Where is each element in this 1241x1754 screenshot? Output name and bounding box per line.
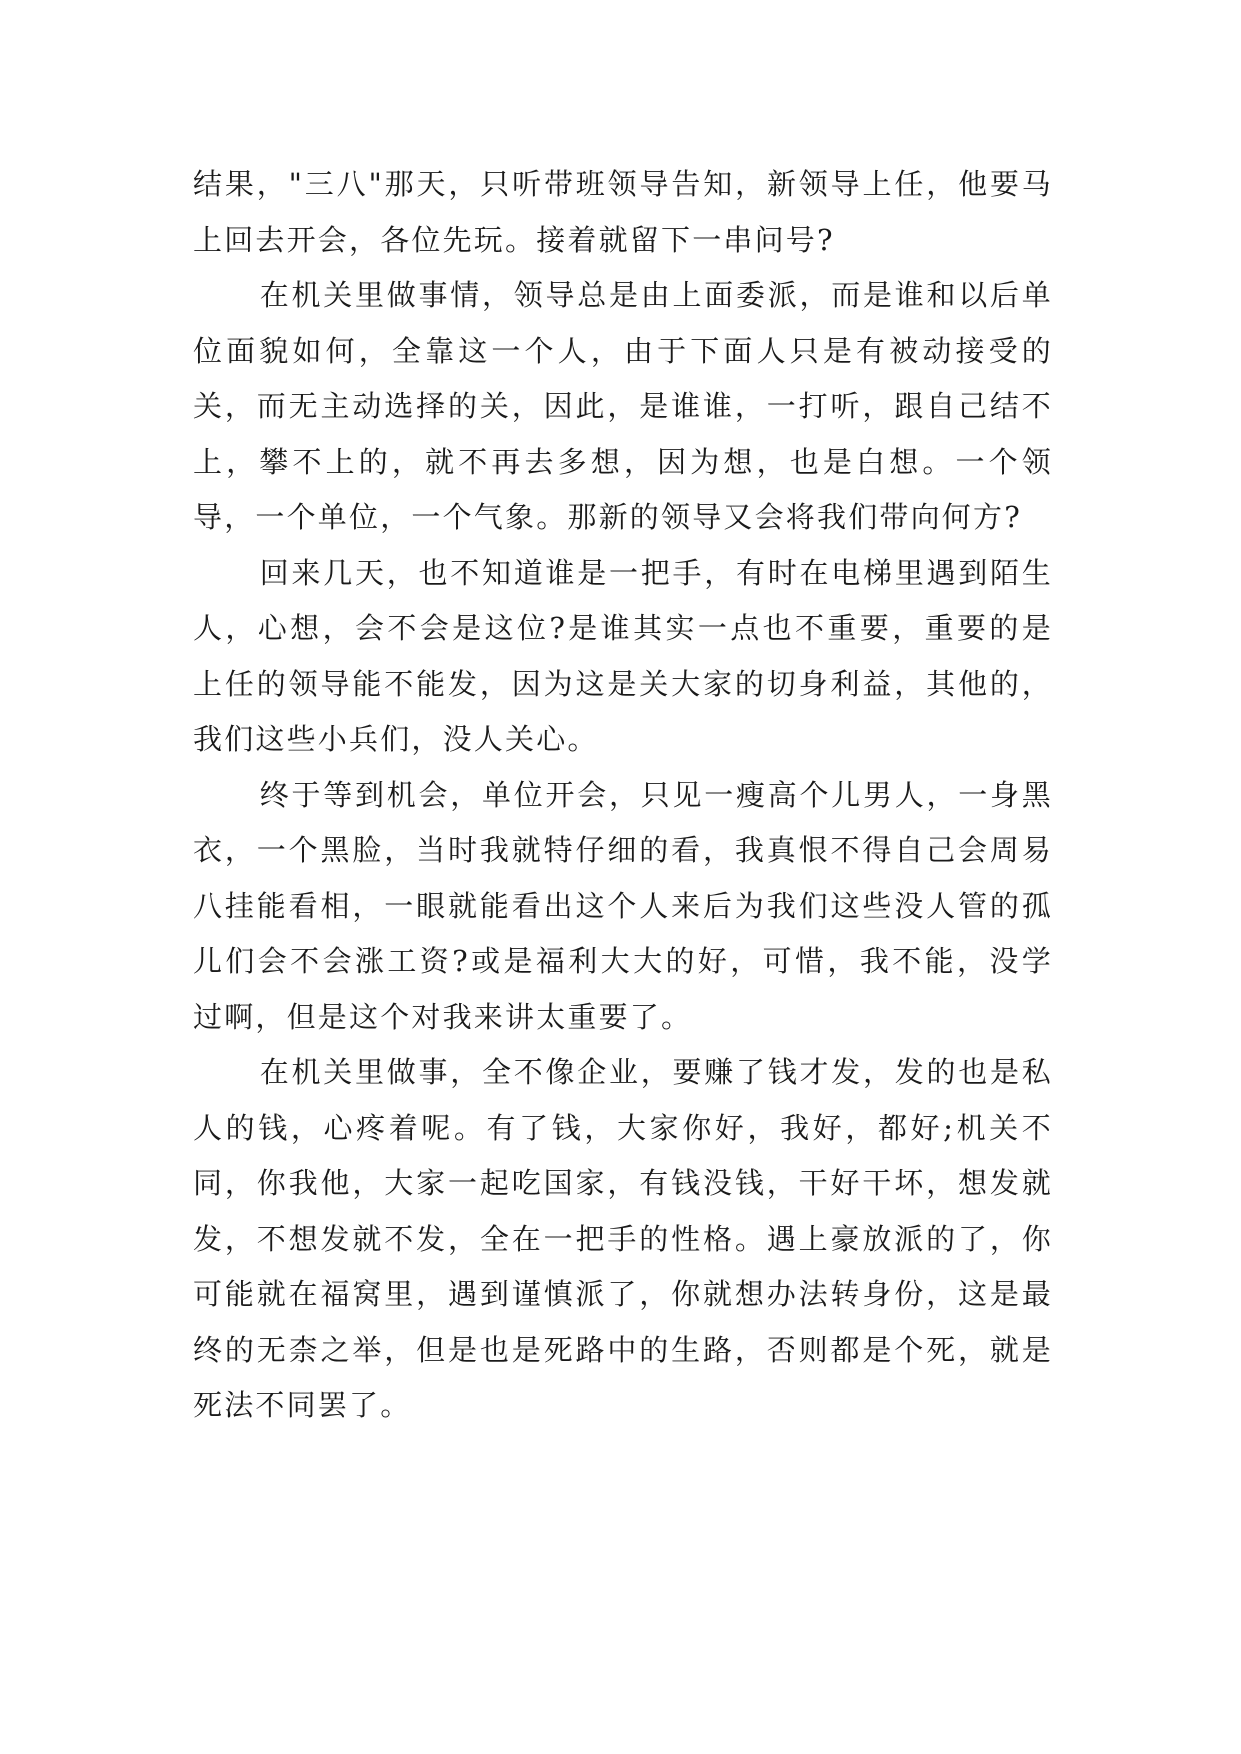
paragraph-1: 结果，"三八"那天，只听带班领导告知，新领导上任，他要马上回去开会，各位先玩。接着就留下一串问号? — [193, 167, 1053, 257]
paragraph-2: 在机关里做事情，领导总是由上面委派，而是谁和以后单位面貌如何，全靠这一个人，由于下面人只是有被动接受的关，而无主动选择的关，因此，是谁谁，一打听，跟自己结不上，攀不上的，就不再去多想，因为想，也是白想。一个领导，一个单位，一个气象。那新的领导又会将我们带向何方? — [193, 278, 1053, 534]
paragraph-4: 终于等到机会，单位开会，只见一瘦高个儿男人，一身黑衣，一个黑脸，当时我就特仔细的看，我真恨不得自己会周易八挂能看相，一眼就能看出这个人来后为我们这些没人管的孤儿们会不会涨工资?或是福利大大的好，可惜，我不能，没学过啊，但是这个对我来讲太重要了。 — [193, 777, 1053, 1034]
document-body — [193, 157, 1053, 1434]
paragraph-3: 回来几天，也不知道谁是一把手，有时在电梯里遇到陌生人，心想，会不会是这位?是谁其实一点也不重要，重要的是上任的领导能不能发，因为这是关大家的切身利益，其他的，我们这些小兵们，没人关心。 — [193, 555, 1053, 756]
paragraph-5: 在机关里做事，全不像企业，要赚了钱才发，发的也是私人的钱，心疼着呢。有了钱，大家你好，我好，都好;机关不同，你我他，大家一起吃国家，有钱没钱，干好干坏，想发就发，不想发就不发，全在一把手的性格。遇上豪放派的了，你可能就在福窝里，遇到谨慎派了，你就想办法转身份，这是最终的无柰之举，但是也是死路中的生路，否则都是个死，就是死法不同罢了。 — [193, 1055, 1053, 1422]
